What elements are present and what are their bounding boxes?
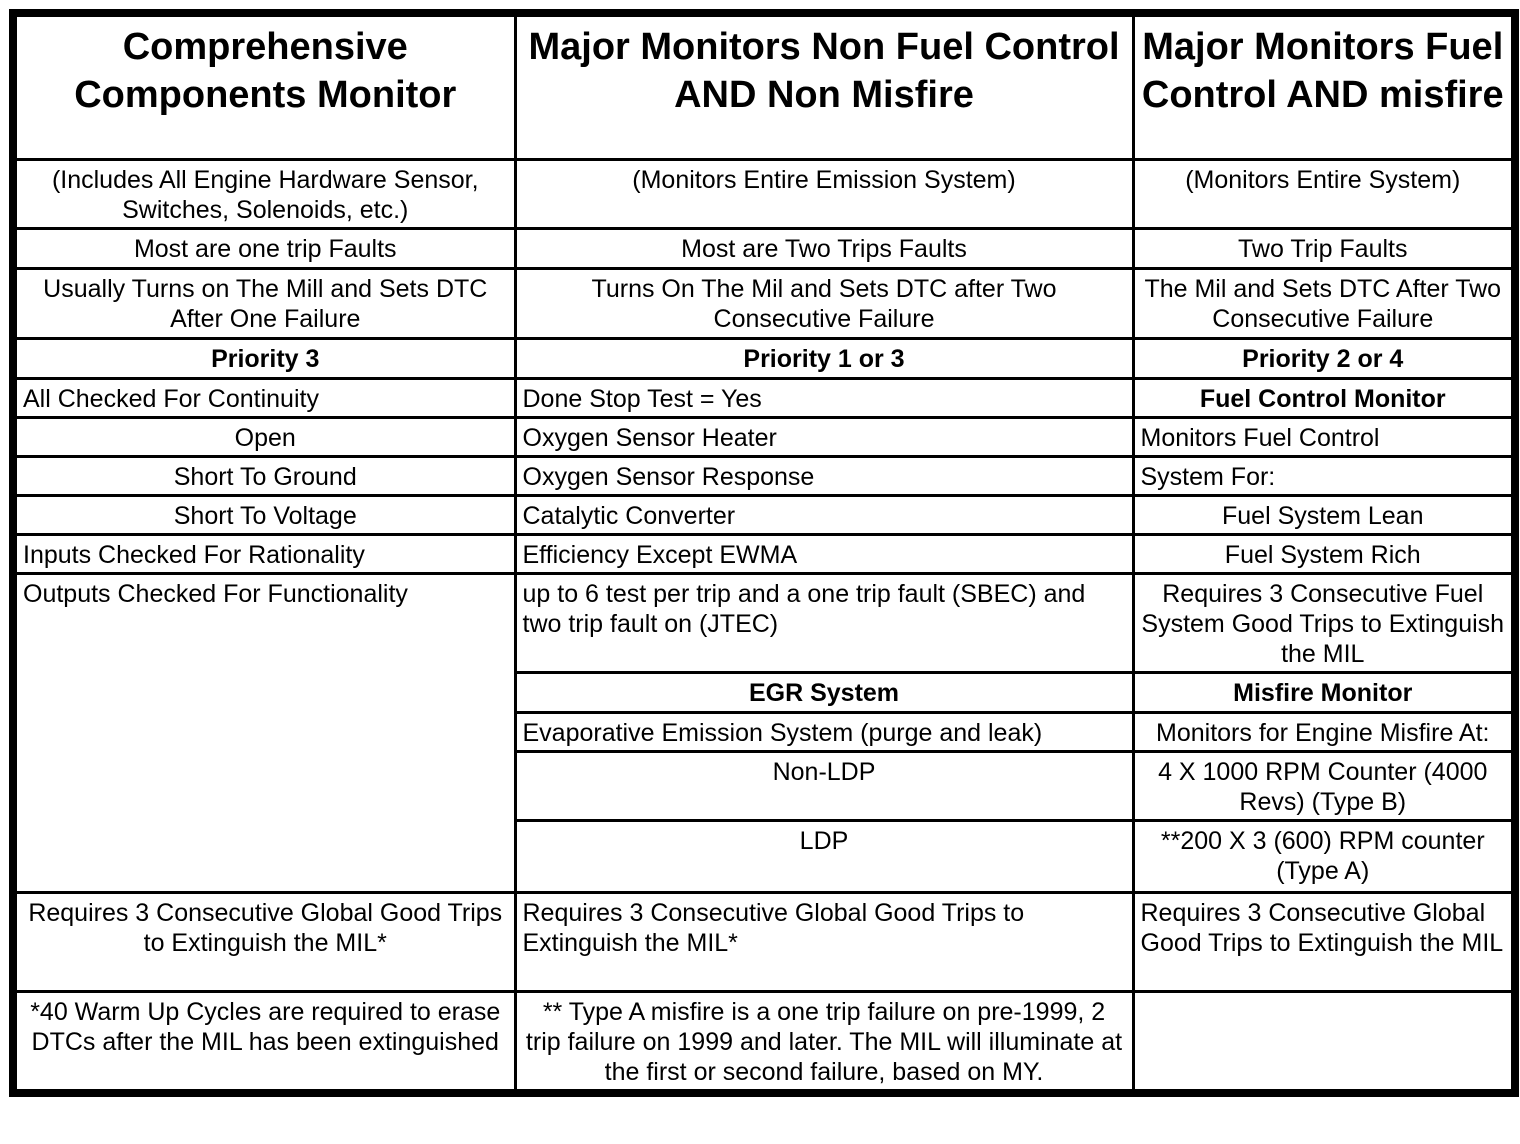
row-checks-3 (13, 456, 1515, 495)
cell-priority-3: Priority 3 (13, 338, 515, 378)
cell-monitors-emission-system: (Monitors Entire Emission System) (515, 159, 1133, 228)
cell-short-to-ground: Short To Ground (13, 456, 515, 495)
cell-non-ldp: Non-LDP (515, 751, 1133, 820)
row-checks-6 (13, 573, 1515, 672)
cell-two-trips-faults: Most are Two Trips Faults (515, 228, 1133, 268)
cell-outputs-functionality: Outputs Checked For Functionality (13, 573, 515, 892)
row-priority (13, 338, 1515, 378)
cell-open: Open (13, 417, 515, 456)
cell-rpm-counter-type-b: 4 X 1000 RPM Counter (4000 Revs) (Type B) (1133, 751, 1515, 820)
cell-footnote-warm-up-cycles: *40 Warm Up Cycles are required to erase DTCs after the MIL has been extinguished (13, 991, 515, 1093)
row-footnotes (13, 991, 1515, 1093)
cell-catalytic-converter: Catalytic Converter (515, 495, 1133, 534)
cell-monitors-entire-system: (Monitors Entire System) (1133, 159, 1515, 228)
cell-one-trip-faults: Most are one trip Faults (13, 228, 515, 268)
cell-oxygen-sensor-response: Oxygen Sensor Response (515, 456, 1133, 495)
cell-two-trip-faults: Two Trip Faults (1133, 228, 1515, 268)
cell-global-good-trips-fuel: Requires 3 Consecutive Global Good Trips to Extinguish the MIL (1133, 892, 1515, 991)
cell-monitors-fuel-control: Monitors Fuel Control (1133, 417, 1515, 456)
row-header (13, 13, 1515, 159)
row-scope (13, 159, 1515, 228)
cell-mil-one-failure: Usually Turns on The Mill and Sets DTC After One Failure (13, 268, 515, 338)
cell-misfire-monitor: Misfire Monitor (1133, 672, 1515, 712)
cell-fuel-system-lean: Fuel System Lean (1133, 495, 1515, 534)
header-major-monitors-fuel: Major Monitors Fuel Control AND misfire (1133, 13, 1515, 159)
row-checks-1 (13, 378, 1515, 417)
cell-six-tests-per-trip: up to 6 test per trip and a one trip fault (SBEC) and two trip fault on (JTEC) (515, 573, 1133, 672)
row-mil-dtc (13, 268, 1515, 338)
row-good-trips (13, 892, 1515, 991)
cell-inputs-rationality: Inputs Checked For Rationality (13, 534, 515, 573)
cell-fuel-control-monitor: Fuel Control Monitor (1133, 378, 1515, 417)
cell-monitors-engine-misfire: Monitors for Engine Misfire At: (1133, 712, 1515, 751)
cell-ldp: LDP (515, 820, 1133, 892)
cell-egr-system: EGR System (515, 672, 1133, 712)
cell-checked-continuity: All Checked For Continuity (13, 378, 515, 417)
header-major-monitors-non-fuel: Major Monitors Non Fuel Control AND Non Misfire (515, 13, 1133, 159)
cell-global-good-trips-nonfuel: Requires 3 Consecutive Global Good Trips to Extinguish the MIL* (515, 892, 1133, 991)
monitor-comparison-table (9, 9, 1519, 1097)
cell-fuel-good-trips: Requires 3 Consecutive Fuel System Good Trips to Extinguish the MIL (1133, 573, 1515, 672)
cell-includes-hardware: (Includes All Engine Hardware Sensor, Switches, Solenoids, etc.) (13, 159, 515, 228)
row-checks-4 (13, 495, 1515, 534)
row-checks-2 (13, 417, 1515, 456)
cell-rpm-counter-type-a: **200 X 3 (600) RPM counter (Type A) (1133, 820, 1515, 892)
cell-footnote-type-a-misfire: ** Type A misfire is a one trip failure on pre-1999, 2 trip failure on 1999 and later. The MIL will illuminate at the first or second failure, based on MY. (515, 991, 1133, 1093)
cell-priority-2-or-4: Priority 2 or 4 (1133, 338, 1515, 378)
cell-empty (1133, 991, 1515, 1093)
cell-fuel-system-rich: Fuel System Rich (1133, 534, 1515, 573)
cell-global-good-trips-comprehensive: Requires 3 Consecutive Global Good Trips to Extinguish the MIL* (13, 892, 515, 991)
cell-efficiency-except-ewma: Efficiency Except EWMA (515, 534, 1133, 573)
cell-done-stop-test: Done Stop Test = Yes (515, 378, 1133, 417)
cell-system-for: System For: (1133, 456, 1515, 495)
cell-oxygen-sensor-heater: Oxygen Sensor Heater (515, 417, 1133, 456)
cell-priority-1-or-3: Priority 1 or 3 (515, 338, 1133, 378)
cell-mil-two-failure-fuel: The Mil and Sets DTC After Two Consecutive Failure (1133, 268, 1515, 338)
row-trip-faults (13, 228, 1515, 268)
cell-mil-two-failure-nonfuel: Turns On The Mil and Sets DTC after Two Consecutive Failure (515, 268, 1133, 338)
cell-short-to-voltage: Short To Voltage (13, 495, 515, 534)
row-checks-5 (13, 534, 1515, 573)
cell-evaporative-emission: Evaporative Emission System (purge and leak) (515, 712, 1133, 751)
header-comprehensive-components-monitor: Comprehensive Components Monitor (13, 13, 515, 159)
